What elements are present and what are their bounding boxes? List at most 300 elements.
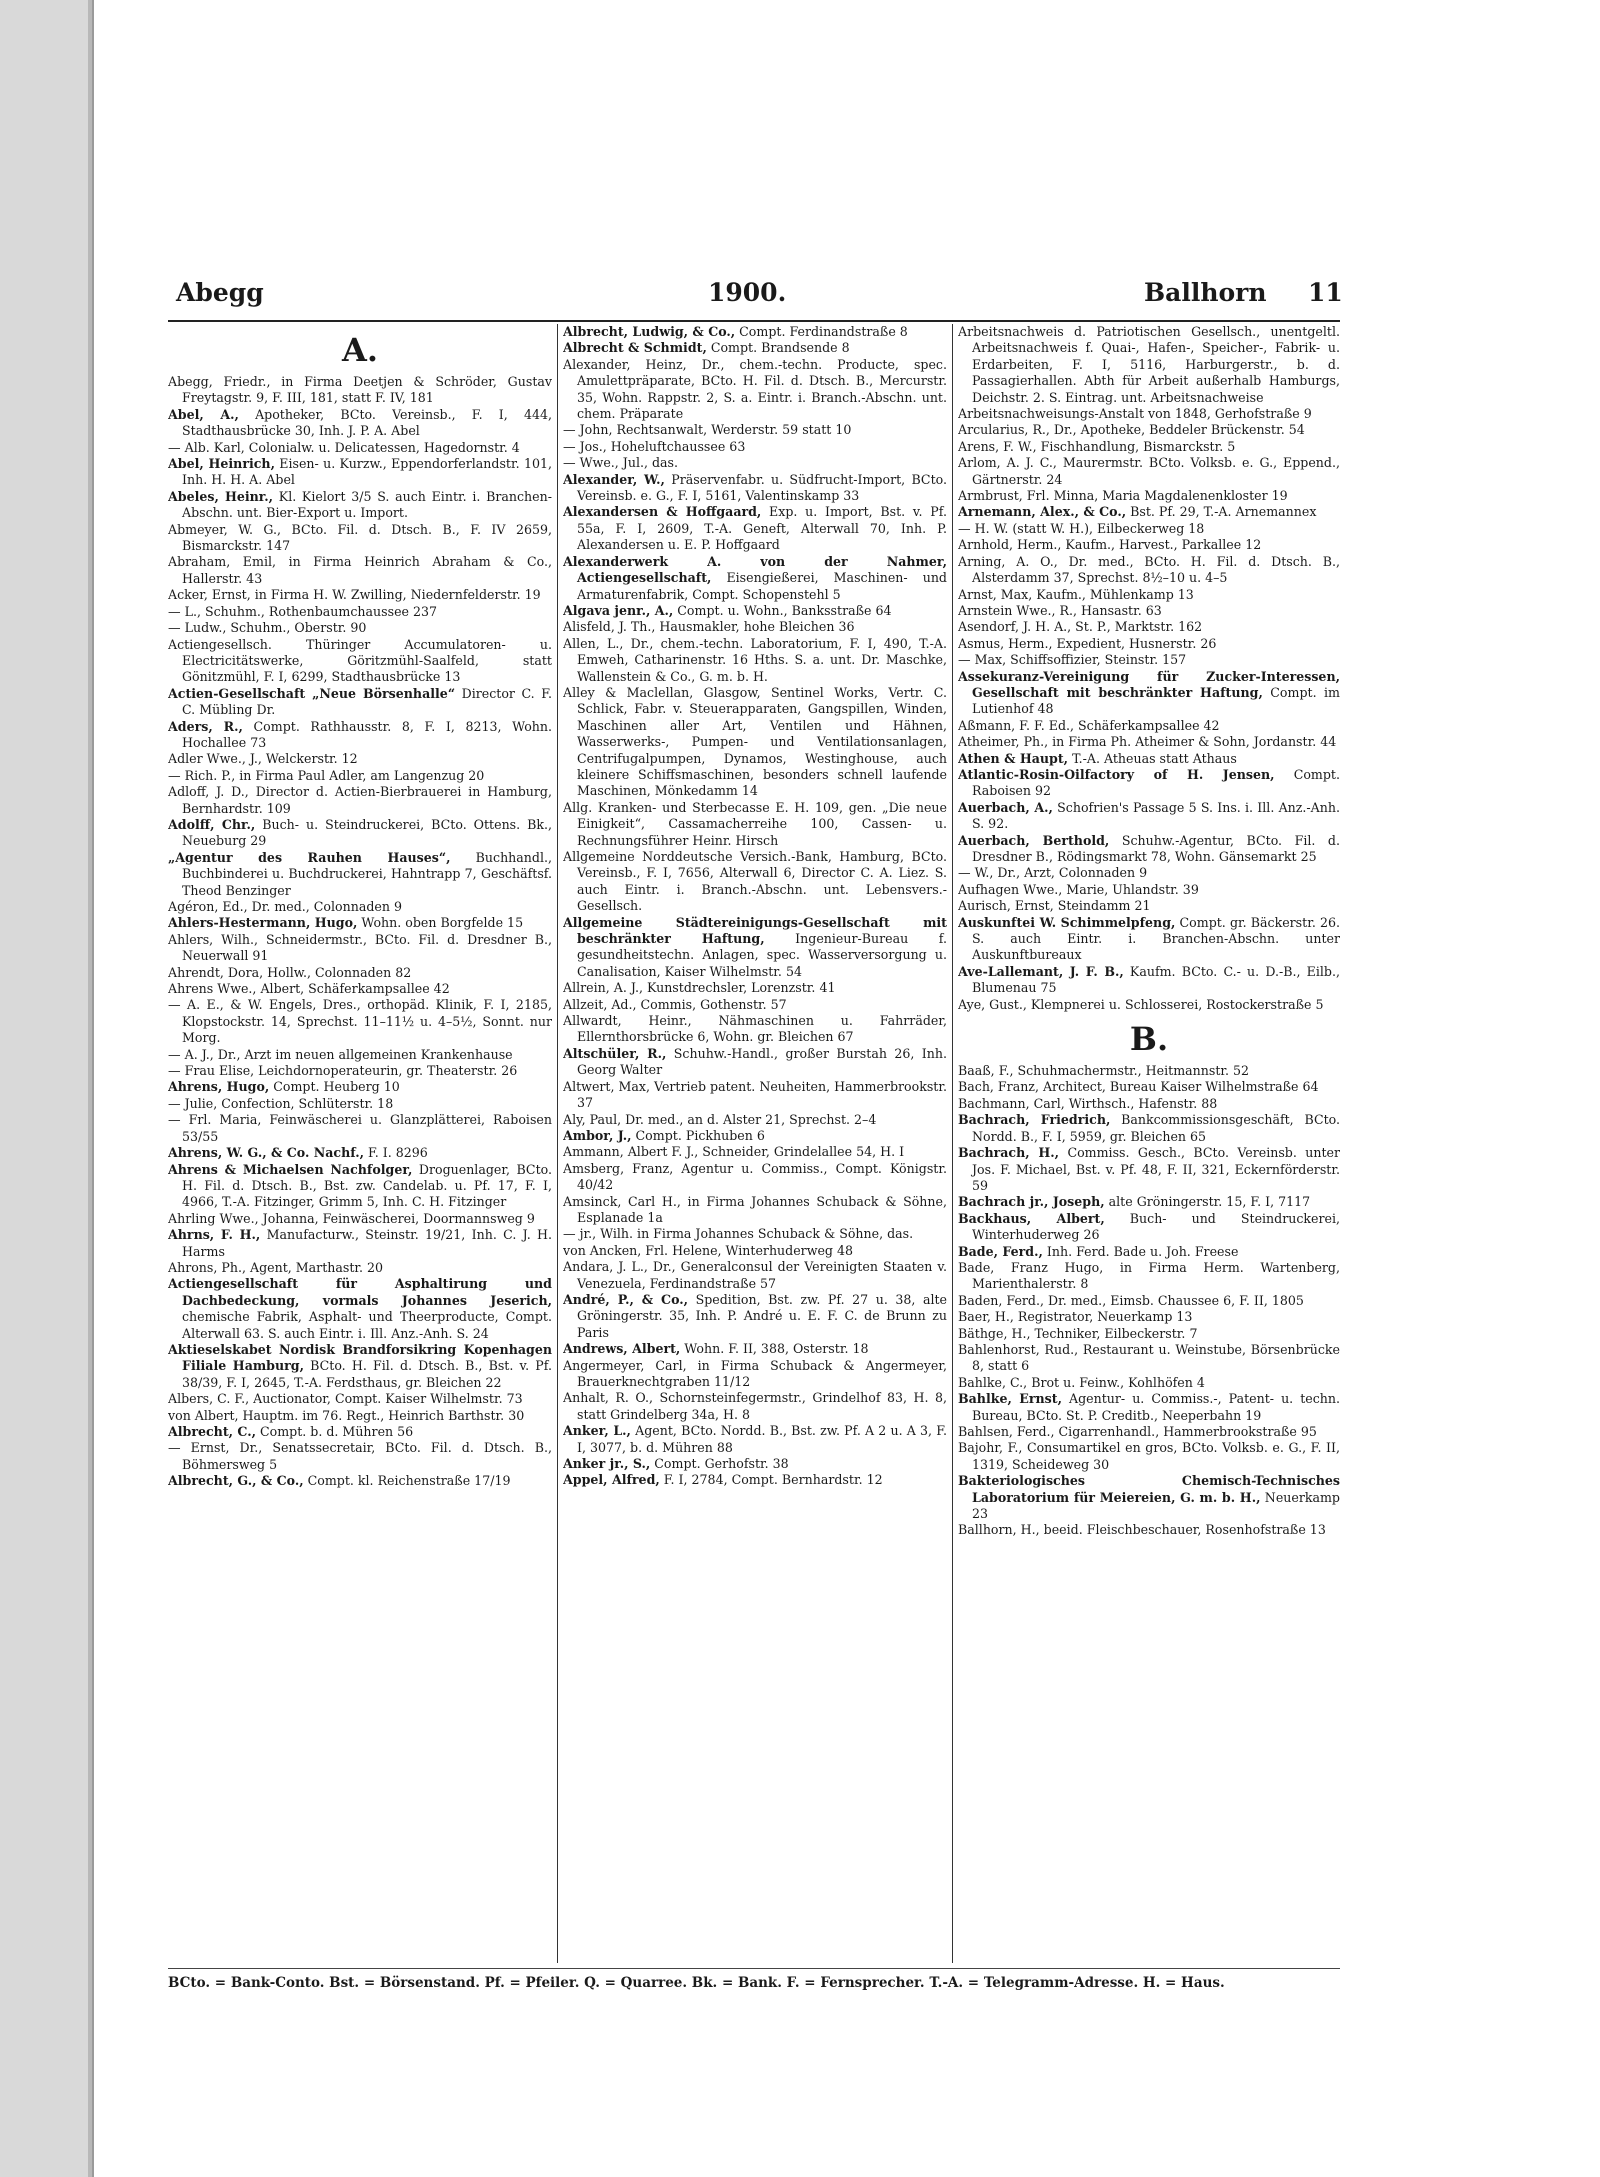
entry-text: Allzeit, Ad., Commis, Gothenstr. 57 xyxy=(563,996,787,1012)
entry-text: Abmeyer, W. G., BCto. Fil. d. Dtsch. B., F. IV 2659, Bismarckstr. 147 xyxy=(168,521,552,554)
directory-entry xyxy=(563,980,947,996)
directory-entry xyxy=(563,1292,947,1341)
entry-text: Compt. Pickhuben 6 xyxy=(631,1127,765,1143)
directory-entry xyxy=(168,1096,552,1112)
entry-text: Asendorf, J. H. A., St. P., Marktstr. 162 xyxy=(958,619,1203,635)
entry-text: Agent, BCto. Nordd. B., Bst. zw. Pf. A 2 u. A 3, F. I, 3077, b. d. Mühren 88 xyxy=(577,1423,947,1455)
directory-entry xyxy=(563,849,947,915)
directory-entry xyxy=(168,899,552,915)
entry-text: Baaß, F., Schuhmachermstr., Heitmannstr. 52 xyxy=(958,1063,1250,1079)
directory-entry xyxy=(958,1145,1340,1194)
directory-entry xyxy=(958,1260,1340,1293)
entry-name: Bakteriologisches Chemisch-Technisches Laboratorium für Meiereien, G. m. b. H., xyxy=(958,1473,1340,1505)
entry-text: Adler Wwe., J., Welckerstr. 12 xyxy=(168,751,358,767)
directory-entry xyxy=(563,619,947,635)
entry-text: Compt. b. d. Mühren 56 xyxy=(256,1424,414,1439)
directory-entry xyxy=(563,439,947,455)
entry-text: Kl. Kielort 3/5 S. auch Eintr. i. Branchen-Abschn. unt. Bier-Export u. Import. xyxy=(182,488,552,521)
entry-text: Amsberg, Franz, Agentur u. Commiss., Compt. Königstr. 40/42 xyxy=(563,1160,947,1193)
entry-text: Bach, Franz, Architect, Bureau Kaiser Wilhelmstraße 64 xyxy=(958,1079,1319,1095)
directory-entry xyxy=(168,1391,552,1407)
entry-text: Albers, C. F., Auctionator, Compt. Kaiser Wilhelmstr. 73 xyxy=(168,1391,523,1407)
right-column xyxy=(958,324,1340,1963)
entry-text: Compt. Heuberg 10 xyxy=(269,1079,400,1095)
entry-text: Bahlenhorst, Rud., Restaurant u. Weinstube, Börsenbrücke 8, statt 6 xyxy=(958,1341,1340,1374)
directory-entry xyxy=(563,1013,947,1046)
entry-name: Alexanderwerk A. von der Nahmer, Actiengesellschaft, xyxy=(563,553,947,586)
running-head-right: Ballhorn xyxy=(1144,278,1267,307)
entry-text: Aly, Paul, Dr. med., an d. Alster 21, Sprechst. 2–4 xyxy=(563,1111,877,1127)
entry-text: Aßmann, F. F. Ed., Schäferkampsallee 42 xyxy=(958,717,1220,733)
entry-name: Adolff, Chr., xyxy=(168,816,256,832)
entry-text: Ingenieur-Bureau f. gesundheitstechn. Anlagen, spec. Wasserversorgung u. Canalisation, Kaiser Wilhelmstr. 54 xyxy=(577,931,947,979)
directory-entry xyxy=(958,439,1340,455)
entry-text: Bade, Franz Hugo, in Firma Herm. Wartenberg, Marienthalerstr. 8 xyxy=(958,1259,1340,1292)
entry-name: Ahrns, F. H., xyxy=(168,1227,261,1243)
column-divider xyxy=(557,324,558,1963)
directory-entry xyxy=(168,489,552,522)
entry-text: Alisfeld, J. Th., Hausmakler, hohe Bleichen 36 xyxy=(563,619,855,635)
entry-text: Arcularius, R., Dr., Apotheke, Beddeler Brückenstr. 54 xyxy=(958,422,1305,438)
directory-entry xyxy=(958,587,1340,603)
directory-entry xyxy=(168,784,552,817)
entry-name: André, P., & Co., xyxy=(563,1291,689,1307)
abbreviation-legend: BCto. = Bank-Conto. Bst. = Börsenstand. Pf. = Pfeiler. Q. = Quarree. Bk. = Bank. F. = Fernsprecher. T.-A. = Telegramm-Adresse. H. = Haus. xyxy=(168,1968,1340,1997)
directory-entry xyxy=(958,603,1340,619)
entry-name: Andrews, Albert, xyxy=(563,1341,681,1357)
directory-entry xyxy=(168,1440,552,1473)
entry-text: Schuhw.-Agentur, BCto. Fil. d. Dresdner B., Rödingsmarkt 78, Wohn. Gänsemarkt 25 xyxy=(972,832,1340,864)
directory-entry xyxy=(958,800,1340,833)
entry-name: Abel, Heinrich, xyxy=(168,456,275,472)
directory-entry xyxy=(958,1244,1340,1260)
entry-text: Neuerkamp 23 xyxy=(972,1489,1340,1522)
entry-name: Bahlke, Ernst, xyxy=(958,1391,1062,1407)
entry-name: Allgemeine Städtereinigungs-Gesellschaft mit beschränkter Haftung, xyxy=(563,914,947,947)
directory-entry xyxy=(168,997,552,1046)
entry-text: Arnstein Wwe., R., Hansastr. 63 xyxy=(958,602,1162,618)
entry-name: Bachrach jr., Joseph, xyxy=(958,1194,1105,1210)
entry-text: Wohn. oben Borgfelde 15 xyxy=(357,915,524,931)
entry-text: Allg. Kranken- und Sterbecasse E. H. 109, gen. „Die neue Einigkeit“, Cassamacherreihe 100, Cassen- u. Rechnungsführer Heinr. Hirsch xyxy=(563,799,947,848)
entry-text: Buchhandl., Buchbinderei u. Buchdruckerei, Hahntrapp 7, Geschäftsf. Theod Benzinger xyxy=(182,849,552,898)
entry-text: Bäthge, H., Techniker, Eilbeckerstr. 7 xyxy=(958,1325,1198,1341)
entry-text: Baer, H., Registrator, Neuerkamp 13 xyxy=(958,1309,1193,1325)
entry-text: — H. W. (statt W. H.), Eilbeckerweg 18 xyxy=(958,520,1205,536)
entry-text: Ballhorn, H., beeid. Fleischbeschauer, Rosenhofstraße 13 xyxy=(958,1522,1326,1538)
entry-name: Alexander, W., xyxy=(563,471,665,487)
entry-name: Ahrens & Michaelsen Nachfolger, xyxy=(168,1161,413,1177)
entry-text: Allen, L., Dr., chem.-techn. Laboratorium, F. I, 490, T.-A. Emweh, Catharinenstr. 16 Hths. S. a. unt. Dr. Maschke, Wallenstein & Co., G. m. b. H. xyxy=(563,635,947,684)
entry-text: Compt. Brandsende 8 xyxy=(706,340,850,356)
entry-text: Agentur- u. Commiss.-, Patent- u. techn. Bureau, BCto. St. P. Creditb., Neeperbahn 19 xyxy=(972,1391,1340,1423)
directory-entry xyxy=(563,357,947,423)
entry-text: Agéron, Ed., Dr. med., Colonnaden 9 xyxy=(168,899,402,914)
entry-text: Compt. im Lutienhof 48 xyxy=(972,684,1340,717)
entry-text: F. I. 8296 xyxy=(363,1145,428,1161)
directory-entry xyxy=(563,1243,947,1259)
entry-text: — Rich. P., in Firma Paul Adler, am Langenzug 20 xyxy=(168,767,485,783)
entry-text: Eisen- u. Kurzw., Eppendorferlandstr. 101, Inh. H. H. A. Abel xyxy=(182,456,552,488)
section-letter: A. xyxy=(342,331,378,369)
directory-entry xyxy=(563,1112,947,1128)
directory-entry xyxy=(958,1309,1340,1325)
directory-entry xyxy=(168,751,552,767)
entry-text: T.-A. Atheuas statt Athaus xyxy=(1068,750,1237,766)
entry-name: Auerbach, A., xyxy=(958,799,1053,815)
entry-text: Bahlke, C., Brot u. Feinw., Kohlhöfen 4 xyxy=(958,1374,1205,1390)
directory-entry xyxy=(958,997,1340,1013)
entry-text: — L., Schuhm., Rothenbaumchaussee 237 xyxy=(168,603,438,619)
entry-text: Arnst, Max, Kaufm., Mühlenkamp 13 xyxy=(958,586,1194,602)
directory-entry xyxy=(563,1144,947,1160)
directory-entry xyxy=(958,898,1340,914)
entry-name: Altschüler, R., xyxy=(563,1045,667,1061)
entry-text: Abegg, Friedr., in Firma Deetjen & Schröder, Gustav Freytagstr. 9, F. III, 181, statt F. IV, 181 xyxy=(168,374,552,406)
running-head-year: 1900. xyxy=(708,278,787,307)
directory-entry xyxy=(168,915,552,931)
entry-text: Spedition, Bst. zw. Pf. 27 u. 38, alte Gröningerstr. 35, Inh. P. André u. E. F. C. de Brunn zu Paris xyxy=(577,1291,947,1340)
directory-entry xyxy=(563,1046,947,1079)
directory-entry xyxy=(563,1259,947,1292)
directory-entry xyxy=(168,719,552,752)
directory-entry xyxy=(958,882,1340,898)
entry-text: — W., Dr., Arzt, Colonnaden 9 xyxy=(958,865,1148,881)
directory-entry xyxy=(168,1342,552,1391)
previous-page-edge xyxy=(0,0,94,2177)
directory-entry xyxy=(563,997,947,1013)
entry-text: Buch- und Steindruckerei, Winterhuderweg 26 xyxy=(972,1210,1340,1243)
entry-text: Bahlsen, Ferd., Cigarrenhandl., Hammerbrookstraße 95 xyxy=(958,1424,1317,1439)
entry-text: Abraham, Emil, in Firma Heinrich Abraham & Co., Hallerstr. 43 xyxy=(168,554,552,586)
entry-text: Adloff, J. D., Director d. Actien-Bierbrauerei in Hamburg, Bernhardstr. 109 xyxy=(168,784,552,816)
entry-text: Compt. gr. Bäckerstr. 26. S. auch Eintr. i. Branchen-Abschn. unter Auskunftbureaux xyxy=(972,914,1340,963)
entry-name: Albrecht & Schmidt, xyxy=(563,340,707,356)
entry-text: Schofrien's Passage 5 S. Ins. i. Ill. Anz.-Anh. S. 92. xyxy=(972,799,1340,832)
entry-text: Buch- u. Steindruckerei, BCto. Ottens. Bk., Neueburg 29 xyxy=(182,816,552,849)
entry-text: Arnhold, Herm., Kaufm., Harvest., Parkallee 12 xyxy=(958,537,1262,553)
entry-name: Bachrach, Friedrich, xyxy=(958,1112,1111,1128)
directory-entry xyxy=(563,915,947,981)
directory-entry xyxy=(958,718,1340,734)
entry-text: Bachmann, Carl, Wirthsch., Hafenstr. 88 xyxy=(958,1095,1218,1111)
entry-name: „Agentur des Rauhen Hauses“, xyxy=(168,849,451,865)
entry-text: — A. E., & W. Engels, Dres., orthopäd. Klinik, F. I, 2185, Klopstockstr. 14, Sprechst. 11–11½ u. 4–5½, Sonnt. nur Morg. xyxy=(168,997,552,1046)
directory-entry xyxy=(168,1079,552,1095)
entry-name: Assekuranz-Vereinigung für Zucker-Interessen, Gesellschaft mit beschränkter Haftung, xyxy=(958,668,1340,700)
entry-text: Compt. Gerhofstr. 38 xyxy=(650,1456,789,1472)
entry-text: Droguenlager, BCto. H. Fil. d. Dtsch. B., Bst. zw. Candelab. u. Pf. 17, F. I, 4966, T.-A. Fitzinger, Grimm 5, Inh. C. H. Fitzinger xyxy=(182,1161,552,1210)
directory-entry xyxy=(563,340,947,356)
entry-text: Compt. Raboisen 92 xyxy=(972,766,1340,799)
entry-text: Acker, Ernst, in Firma H. W. Zwilling, Niedernfelderstr. 19 xyxy=(168,587,541,603)
entry-text: alte Gröningerstr. 15, F. I, 7117 xyxy=(1104,1194,1311,1210)
directory-entry xyxy=(563,636,947,685)
entry-text: chemische Fabrik, Asphalt- und Theerproducte, Compt. Alterwall 63. S. auch Eintr. i. Ill. Anz.-Anh. S. 24 xyxy=(182,1309,552,1341)
directory-entry xyxy=(168,932,552,965)
entry-text: Manufacturw., Steinstr. 19/21, Inh. C. J. H. Harms xyxy=(182,1227,552,1259)
entry-text: Director C. F. C. Mübling Dr. xyxy=(182,685,552,718)
entry-text: Ahlers, Wilh., Schneidermstr., BCto. Fil. d. Dresdner B., Neuerwall 91 xyxy=(168,931,552,964)
directory-entry xyxy=(958,669,1340,718)
directory-entry xyxy=(958,554,1340,587)
entry-text: Inh. Ferd. Bade u. Joh. Freese xyxy=(1042,1243,1239,1259)
entry-text: Apotheker, BCto. Vereinsb., F. I, 444, Stadthausbrücke 30, Inh. J. P. A. Abel xyxy=(182,406,552,439)
entry-text: Baden, Ferd., Dr. med., Eimsb. Chaussee 6, F. II, 1805 xyxy=(958,1292,1304,1308)
entry-name: Aders, R., xyxy=(168,718,243,734)
entry-name: Ambor, J., xyxy=(563,1127,632,1143)
directory-entry xyxy=(168,620,552,636)
directory-entry xyxy=(563,472,947,505)
middle-column xyxy=(563,324,947,1963)
directory-entry xyxy=(563,1161,947,1194)
entry-text: Alley & Maclellan, Glasgow, Sentinel Works, Vertr. C. Schlick, Fabr. v. Steuerapparaten, Gangspillen, Winden, Maschinen aller Art, Ventilen und Hähnen, Wasserwerks-, Pumpen- und Ventilationsanlagen, Centrifugalpumpen, Dynamos, Westinghouse, auch kleinere Schiffsmaschinen, besonders schnell laufende Maschinen, Mönkedamm 14 xyxy=(563,684,947,799)
entry-text: Präservenfabr. u. Südfrucht-Import, BCto. Vereinsb. e. G., F. I, 5161, Valentinskamp 33 xyxy=(577,471,947,504)
directory-entry xyxy=(563,1456,947,1472)
entry-text: Bankcommissionsgeschäft, BCto. Nordd. B., F. I, 5959, gr. Bleichen 65 xyxy=(972,1112,1340,1144)
directory-entry xyxy=(563,455,947,471)
entry-name: Ahlers-Hestermann, Hugo, xyxy=(168,915,358,931)
entry-text: Allwardt, Heinr., Nähmaschinen u. Fahrräder, Ellernthorsbrücke 6, Wohn. gr. Bleichen 67 xyxy=(563,1013,947,1045)
directory-entry xyxy=(168,1112,552,1145)
directory-entry xyxy=(168,768,552,784)
directory-entry xyxy=(168,522,552,555)
directory-entry xyxy=(958,1342,1340,1375)
entry-text: — Julie, Confection, Schlüterstr. 18 xyxy=(168,1095,394,1111)
running-head-left: Abegg xyxy=(176,278,264,307)
entry-text: Ammann, Albert F. J., Schneider, Grindelallee 54, H. I xyxy=(563,1144,905,1160)
entry-text: Ahrendt, Dora, Hollw., Colonnaden 82 xyxy=(168,964,412,980)
directory-entry xyxy=(563,1128,947,1144)
entry-name: Backhaus, Albert, xyxy=(958,1210,1105,1226)
entry-text: Aye, Gust., Klempnerei u. Schlosserei, Rostockerstraße 5 xyxy=(958,996,1324,1012)
directory-entry xyxy=(958,504,1340,520)
directory-entry xyxy=(958,324,1340,406)
directory-entry xyxy=(563,1390,947,1423)
entry-name: Bade, Ferd., xyxy=(958,1243,1043,1259)
entry-name: Abeles, Heinr., xyxy=(168,488,274,504)
left-column xyxy=(168,324,552,1963)
entry-text: Compt. kl. Reichenstraße 17/19 xyxy=(303,1473,511,1489)
directory-entry xyxy=(958,767,1340,800)
directory-entry xyxy=(958,1391,1340,1424)
directory-entry xyxy=(958,1293,1340,1309)
entry-text: Arens, F. W., Fischhandlung, Bismarckstr. 5 xyxy=(958,438,1236,454)
entry-text: — Frau Elise, Leichdornoperateurin, gr. Theaterstr. 26 xyxy=(168,1063,518,1079)
directory-entry xyxy=(958,1079,1340,1095)
entry-text: Amsinck, Carl H., in Firma Johannes Schuback & Söhne, Esplanade 1a xyxy=(563,1193,947,1225)
entry-text: Allgemeine Norddeutsche Versich.-Bank, Hamburg, BCto. Vereinsb., F. I, 7656, Alterwall 6, Director C. A. Liez. S. auch Eintr. i. Branch.-Abschn. unt. Lebensvers.-Gesellsch. xyxy=(563,849,947,914)
directory-page xyxy=(168,270,1343,2015)
entry-text: Alexander, Heinz, Dr., chem.-techn. Producte, spec. Amulettpräparate, BCto. H. Fil. d. Dtsch. B., Mercurstr. 35, Wohn. Rappstr. 2, S. a. Eintr. i. Branch.-Abschn. unt. chem. Präparate xyxy=(563,356,947,422)
entry-text: von Albert, Hauptm. im 76. Regt., Heinrich Barthstr. 30 xyxy=(168,1407,525,1423)
directory-entry xyxy=(168,554,552,587)
entry-text: — Ludw., Schuhm., Oberstr. 90 xyxy=(168,620,367,636)
directory-entry xyxy=(958,1096,1340,1112)
entry-text: Compt. Rathhausstr. 8, F. I, 8213, Wohn. Hochallee 73 xyxy=(182,718,552,750)
entry-name: Actiengesellschaft für Asphaltirung und Dachbedeckung, vormals Johannes Jeserich, xyxy=(168,1276,552,1308)
entry-text: Compt. u. Wohn., Banksstraße 64 xyxy=(673,602,892,618)
header-rule xyxy=(168,320,1340,322)
entry-name: Athen & Haupt, xyxy=(958,750,1069,766)
directory-entry xyxy=(168,1063,552,1079)
directory-entry xyxy=(168,1145,552,1161)
directory-entry xyxy=(958,1473,1340,1522)
entry-text: Wohn. F. II, 388, Osterstr. 18 xyxy=(680,1341,869,1357)
entry-text: von Ancken, Frl. Helene, Winterhuderweg 48 xyxy=(563,1242,854,1258)
entry-name: Auerbach, Berthold, xyxy=(958,832,1110,848)
directory-entry xyxy=(958,619,1340,635)
directory-entry xyxy=(958,865,1340,881)
directory-entry xyxy=(168,965,552,981)
directory-entry xyxy=(563,1472,947,1488)
directory-entry xyxy=(958,1063,1340,1079)
directory-entry xyxy=(168,1227,552,1260)
directory-entry xyxy=(563,504,947,553)
directory-entry xyxy=(958,734,1340,750)
page-number: 11 xyxy=(1308,278,1343,307)
directory-entry xyxy=(563,1423,947,1456)
directory-entry xyxy=(168,1047,552,1063)
entry-text: Atheimer, Ph., in Firma Ph. Atheimer & Sohn, Jordanstr. 44 xyxy=(958,734,1337,750)
directory-entry xyxy=(563,603,947,619)
directory-entry xyxy=(563,1194,947,1227)
entry-text: Ahrons, Ph., Agent, Marthastr. 20 xyxy=(168,1259,384,1275)
directory-entry xyxy=(958,1375,1340,1391)
directory-entry xyxy=(958,1424,1340,1440)
entry-text: Arning, A. O., Dr. med., BCto. H. Fil. d. Dtsch. B., Alsterdamm 37, Sprechst. 8½–10 u. 4–5 xyxy=(958,553,1340,586)
entry-text: Andara, J. L., Dr., Generalconsul der Vereinigten Staaten v. Venezuela, Ferdinandstraße 57 xyxy=(563,1259,947,1291)
entry-text: Aufhagen Wwe., Marie, Uhlandstr. 39 xyxy=(958,881,1199,897)
entry-text: — Max, Schiffsoffizier, Steinstr. 157 xyxy=(958,652,1187,668)
directory-entry xyxy=(958,1522,1340,1538)
directory-entry xyxy=(958,1211,1340,1244)
entry-text: Armbrust, Frl. Minna, Maria Magdalenenkloster 19 xyxy=(958,488,1288,504)
directory-entry xyxy=(958,915,1340,964)
directory-entry xyxy=(958,652,1340,668)
directory-entry xyxy=(563,324,947,340)
directory-entry xyxy=(168,407,552,440)
directory-entry xyxy=(168,637,552,686)
directory-entry xyxy=(563,685,947,800)
entry-name: Atlantic-Rosin-Oilfactory of H. Jensen, xyxy=(958,766,1275,782)
directory-entry xyxy=(168,981,552,997)
entry-name: Albrecht, C., xyxy=(168,1424,256,1439)
entry-text: — A. J., Dr., Arzt im neuen allgemeinen Krankenhause xyxy=(168,1046,513,1062)
entry-text: Angermeyer, Carl, in Firma Schuback & Angermeyer, Brauerknechtgraben 11/12 xyxy=(563,1357,947,1389)
directory-entry xyxy=(168,440,552,456)
entry-name: Anker, L., xyxy=(563,1423,631,1439)
entry-text: Arbeitsnachweis d. Patriotischen Gesellsch., unentgeltl. Arbeitsnachweis f. Quai-, Hafen-, Speicher-, Fabrik- u. Erdarbeiten, F. I, 5116, Harburgerstr., b. d. Passagierhallen. Abth für Arbeit außerhalb Hamburgs, Deichstr. 2. S. Eintrag. unt. Arbeitsnachweise xyxy=(958,324,1340,405)
entry-name: Albrecht, Ludwig, & Co., xyxy=(563,324,736,339)
entry-text: Bajohr, F., Consumartikel en gros, BCto. Volksb. e. G., F. II, 1319, Scheideweg 30 xyxy=(958,1440,1340,1472)
directory-entry xyxy=(563,554,947,603)
entry-name: Alexandersen & Hoffgaard, xyxy=(563,504,762,520)
entry-text: F. I, 2784, Compt. Bernhardstr. 12 xyxy=(659,1472,883,1488)
directory-entry xyxy=(958,964,1340,997)
directory-entry xyxy=(958,1326,1340,1342)
entry-text: — Alb. Karl, Colonialw. u. Delicatessen, Hagedornstr. 4 xyxy=(168,439,520,455)
entry-name: Algava jenr., A., xyxy=(563,602,674,618)
entry-name: Actien-Gesellschaft „Neue Börsenhalle“ xyxy=(168,685,456,701)
directory-entry xyxy=(168,587,552,603)
section-letter: B. xyxy=(1129,1020,1169,1059)
entry-text: Bst. Pf. 29, T.-A. Arnemannex xyxy=(1126,504,1317,520)
directory-entry xyxy=(563,1341,947,1357)
directory-entry xyxy=(563,1226,947,1242)
directory-entry xyxy=(563,422,947,438)
directory-entry xyxy=(168,850,552,899)
directory-entry xyxy=(563,1079,947,1112)
entry-text: Exp. u. Import, Bst. v. Pf. 55a, F. I, 2609, T.-A. Geneft, Alterwall 70, Inh. P. Alexandersen u. E. P. Hoffgaard xyxy=(577,504,947,553)
column-divider xyxy=(952,324,953,1963)
entry-text: Arbeitsnachweisungs-Anstalt von 1848, Gerhofstraße 9 xyxy=(958,406,1312,422)
entry-text: Ahrens Wwe., Albert, Schäferkampsallee 42 xyxy=(168,981,450,997)
entry-text: Aurisch, Ernst, Steindamm 21 xyxy=(958,898,1151,914)
entry-text: Asmus, Herm., Expedient, Husnerstr. 26 xyxy=(958,635,1217,651)
entry-text: — Wwe., Jul., das. xyxy=(563,455,679,471)
entry-text: BCto. H. Fil. d. Dtsch. B., Bst. v. Pf. 38/39, F. I, 2645, T.-A. Ferdsthaus, gr. Bleichen 22 xyxy=(182,1358,552,1390)
entry-text: — jr., Wilh. in Firma Johannes Schuback & Söhne, das. xyxy=(563,1226,914,1242)
entry-name: Abel, A., xyxy=(168,406,239,422)
entry-text: — Ernst, Dr., Senatssecretair, BCto. Fil. d. Dtsch. B., Böhmersweg 5 xyxy=(168,1440,552,1472)
directory-entry xyxy=(168,1276,552,1342)
entry-name: Auskunftei W. Schimmelpfeng, xyxy=(958,914,1176,930)
entry-name: Anker jr., S., xyxy=(563,1456,651,1472)
directory-entry xyxy=(168,1408,552,1424)
entry-name: Aktieselskabet Nordisk Brandforsikring Kopenhagen Filiale Hamburg, xyxy=(168,1341,552,1374)
directory-entry xyxy=(958,406,1340,422)
directory-entry xyxy=(958,488,1340,504)
directory-entry xyxy=(563,800,947,849)
directory-entry xyxy=(168,1473,552,1489)
directory-entry xyxy=(958,455,1340,488)
directory-entry xyxy=(168,1260,552,1276)
directory-entry xyxy=(958,751,1340,767)
entry-text: Kaufm. BCto. C.- u. D.-B., Eilb., Blumenau 75 xyxy=(972,963,1340,996)
directory-entry xyxy=(168,1211,552,1227)
directory-entry xyxy=(958,537,1340,553)
entry-text: Anhalt, R. O., Schornsteinfegermstr., Grindelhof 83, H. 8, statt Grindelberg 34a, H. 8 xyxy=(563,1390,947,1422)
directory-entry xyxy=(168,604,552,620)
directory-entry xyxy=(958,833,1340,866)
entry-name: Appel, Alfred, xyxy=(563,1472,660,1488)
directory-entry xyxy=(168,1162,552,1211)
directory-entry xyxy=(958,1440,1340,1473)
entry-name: Bachrach, H., xyxy=(958,1145,1060,1161)
entry-name: Ahrens, W. G., & Co. Nachf., xyxy=(168,1145,364,1161)
directory-entry xyxy=(958,422,1340,438)
entry-text: Allrein, A. J., Kunstdrechsler, Lorenzstr. 41 xyxy=(563,980,836,996)
entry-name: Arnemann, Alex., & Co., xyxy=(958,504,1127,520)
entry-text: Actiengesellsch. Thüringer Accumulatoren- u. Electricitätswerke, Göritzmühl-Saalfeld, statt Gönitzmühl, F. I, 6299, Stadthausbrücke 13 xyxy=(168,636,552,685)
entry-text: — Frl. Maria, Feinwäscherei u. Glanzplätterei, Raboisen 53/55 xyxy=(168,1112,552,1144)
entry-text: Arlom, A. J. C., Maurermstr. BCto. Volksb. e. G., Eppend., Gärtnerstr. 24 xyxy=(958,455,1340,487)
directory-entry xyxy=(958,1112,1340,1145)
directory-entry xyxy=(168,456,552,489)
entry-text: Compt. Ferdinandstraße 8 xyxy=(735,324,908,339)
entry-text: Altwert, Max, Vertrieb patent. Neuheiten, Hammerbrookstr. 37 xyxy=(563,1078,947,1111)
directory-entry xyxy=(168,686,552,719)
directory-entry xyxy=(958,521,1340,537)
directory-entry xyxy=(958,1194,1340,1210)
directory-entry xyxy=(168,1424,552,1440)
entry-text: — John, Rechtsanwalt, Werderstr. 59 statt 10 xyxy=(563,422,852,438)
directory-entry xyxy=(168,817,552,850)
entry-text: Commiss. Gesch., BCto. Vereinsb. unter Jos. F. Michael, Bst. v. Pf. 48, F. II, 321, Eckernförderstr. 59 xyxy=(972,1145,1340,1193)
entry-name: Ahrens, Hugo, xyxy=(168,1079,270,1095)
entry-text: Ahrling Wwe., Johanna, Feinwäscherei, Doormannsweg 9 xyxy=(168,1210,535,1226)
